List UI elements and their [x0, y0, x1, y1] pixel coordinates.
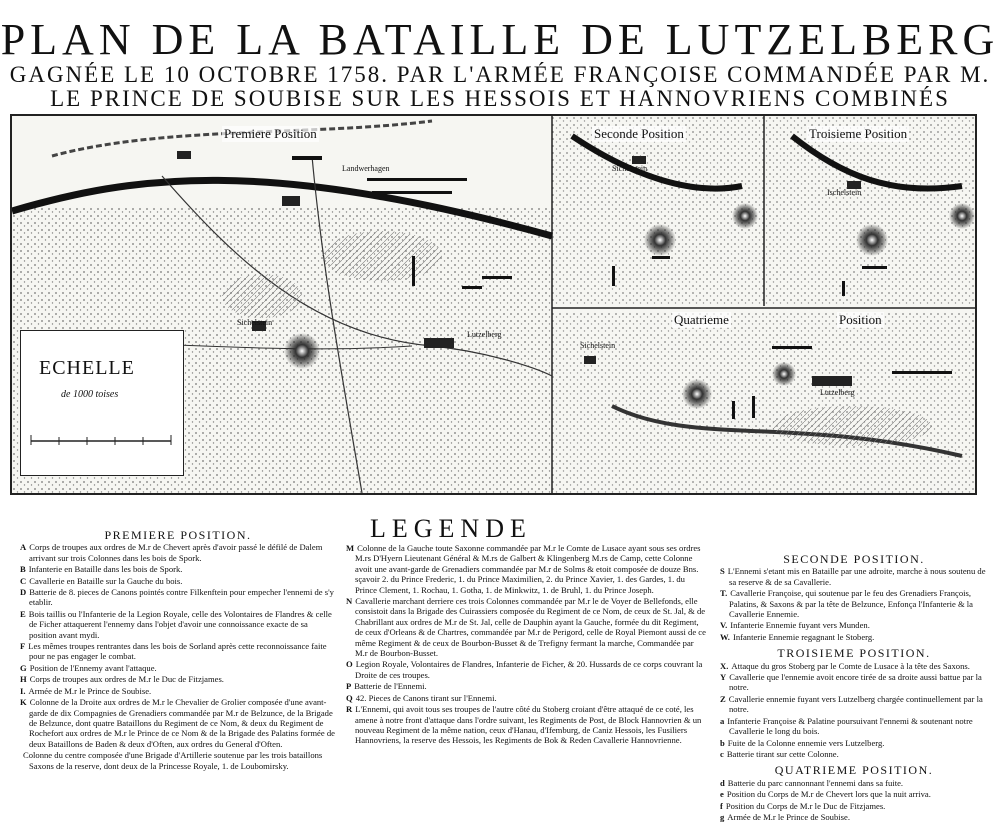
map-title: PLAN DE LA BATAILLE DE LUTZELBERG: [0, 15, 1000, 64]
legend-column-positions: [720, 554, 988, 823]
town-sichelstein-2: Sichelstein: [612, 164, 648, 173]
legend-item: [720, 738, 988, 748]
legend-item-key: f: [720, 800, 723, 811]
legend-item: [720, 694, 988, 715]
legend-item-key: c: [720, 748, 724, 759]
legend-item: [346, 659, 708, 680]
town-lutzelberg-4: Lutzelberg: [820, 388, 855, 397]
legend-item: [346, 693, 708, 703]
legend-heading-troisieme: TROISIEME POSITION.: [777, 646, 931, 661]
legend-item-key: Y: [720, 672, 727, 683]
legend-item-text: Cavallerie ennemie fuyant vers Lutzelberg chargée continuellement par la notre.: [728, 693, 983, 715]
legend-item-key: X.: [720, 660, 729, 671]
legend-item-key: D: [20, 587, 27, 598]
legend-item-text: Legion Royale, Volontaires de Flandres, Infanterie de Ficher, & 20. Hussards de ce corps couvrant la Droite de ces troupes.: [355, 659, 703, 680]
legend-item-key: B: [20, 564, 26, 575]
legend-title: LEGENDE: [370, 514, 532, 543]
legend-item: [720, 716, 988, 737]
legend-item-text: Bois taillis ou l'Infanterie de la Legion Royale, celle des Volontaires de Flandres & celle de Ficher attaquerent l'ennemy dans l'objet d'avoir une connoissance exacte de sa position avant mydi.: [28, 608, 332, 640]
town-lutzelberg: Lutzelberg: [467, 330, 502, 339]
legend-item-key: O: [346, 659, 353, 670]
legend-item-key: C: [20, 575, 27, 586]
legend-item-text: Colonne du centre composée d'une Brigade d'Artillerie soutenue par les trois bataillons Saxons de la reserve, dont deux de la Princesse Royale, 1. de Loubomirsky.: [23, 750, 323, 771]
legend-item-text: Batterie de 8. pieces de Canons pointés contre Filkenftein pour empecher l'ennemi de s'y etablir.: [29, 587, 334, 608]
legend-item: [720, 588, 988, 619]
legend-item-key: E: [20, 608, 26, 619]
legend-item-text: Batterie du parc cannonnant l'ennemi dans sa fuite.: [727, 777, 904, 788]
legend-item-text: Batterie tirant sur cette Colonne.: [726, 748, 839, 759]
legend-item: [720, 789, 988, 799]
legend-item-key: b: [720, 737, 725, 748]
scale-bar: [21, 331, 183, 475]
legend-item: [720, 566, 988, 587]
legend-item: [20, 686, 336, 696]
legend-item: [20, 564, 336, 574]
legend-item-text: Armée de M.r le Prince de Soubise.: [28, 685, 152, 696]
panel-label-quatrieme: Quatrieme: [674, 312, 729, 327]
legend-item-text: Position du Corps de M.r le Duc de Fitzjames.: [725, 800, 886, 811]
town-landwerhagen: Landwerhagen: [342, 164, 390, 173]
legend-item-key: A: [20, 542, 27, 553]
legend-item-text: Cavallerie marchant derriere ces trois Colonnes commandée par M.r le de Voyer de Bellefonds, elle consistoit dans la Brigade des Cuirassiers composée du Regiment de ce Nom, de ceux de St. Jal, & de Chabrillant aux ordres de M.r de St. Jal, celle de Dauphin ayant la Gauche, formée du dit Regiment, de ceux d'Orleans & de Chartres, commandée par M.r de Perigord, celle de Royal Piemont aussi de ce même Regiment & de ceux de Bourbon-Busset & de Trefigny fermant la marche, Commandée par M.r de Bourbon-Busset.: [355, 596, 706, 659]
legend-item: [20, 750, 336, 771]
legend-item: [20, 674, 336, 684]
legend-item-text: Batterie de l'Ennemi.: [354, 681, 427, 692]
legend-item-text: Fuite de la Colonne ennemie vers Lutzelberg.: [727, 737, 885, 748]
legend-item-key: d: [720, 777, 725, 788]
legend-item: [20, 542, 336, 563]
legend-item-key: W.: [720, 631, 730, 642]
legend-item: [720, 812, 988, 822]
legend-column-premiere: [20, 530, 336, 772]
legend-item-text: L'Ennemi, qui avoit tous ses troupes de l'autre côté du Stoberg croiant d'être attaqué de ce coté, les amene à notre front d'attaque dans l'ordre suivant, les Regiments de Post, de Block Hannovrien & un nouveau Regiment de la même nation, ceux d'Hanau, d'Ifemburg, de Caniz Hessois, les Fusiliers Hannovriens, la reserve des Hessois, les Regiments de Bok & Reden Cavallerie Hannovrienne.: [355, 704, 702, 746]
scale-cartouche: [20, 330, 184, 476]
legend-item-key: G: [20, 662, 27, 673]
town-sichelstein-4: Sichelstein: [580, 341, 616, 350]
map-subtitle-line-2: LE PRINCE DE SOUBISE SUR LES HESSOIS ET HANNOVRIENS COMBINÉS: [50, 86, 950, 111]
panel-label-troisieme-position: Troisieme Position: [809, 126, 908, 141]
legend-item-key: K: [20, 697, 27, 708]
legend-item: [720, 672, 988, 693]
legend-heading-premiere: PREMIERE POSITION.: [104, 528, 252, 542]
legend-item-key: Z: [720, 693, 726, 704]
legend-item-text: Attaque du gros Stoberg par le Comte de Lusace à la tête des Saxons.: [731, 660, 970, 671]
town-ischelstein-3: Ischelstein: [827, 188, 862, 197]
legend-item-text: Position de l'Ennemy avant l'attaque.: [29, 662, 157, 673]
legend-item: [20, 641, 336, 662]
legend-heading-seconde: SECONDE POSITION.: [783, 552, 925, 566]
scale-subtitle: de 1000 toises: [61, 389, 119, 400]
legend-item-text: Colonne de la Gauche toute Saxonne commandée par M.r le Comte de Lusace ayant sous ses ordres M.rs D'Hyern Lieutenant Général & M.rs de Galbert & Klingenberg M.rs de Camp, cette Colonne avoit une avant-garde de Grenadiers commandée par M.r de Solms & etoit composée de douze Bns. sçavoir 2. du Prince Frederic, 1. du Prince Maximilien, 2. du Prince Xavier, 1. des Gardes, 1. du Prince Clement, 1. Rochau, 1. Gotha, 1. de Minkwitz, 1. de Bruhl, 1. du Prince Joseph.: [355, 543, 701, 595]
map-subtitle-line-1: GAGNÉE LE 10 OCTOBRE 1758. PAR L'ARMÉE FRANÇOISE COMMANDÉE PAR M.: [9, 62, 991, 87]
legend-item: [720, 749, 988, 759]
panel-label-seconde-position: Seconde Position: [594, 126, 684, 141]
legend-item: [720, 778, 988, 788]
legend-item-text: Armée de M.r le Prince de Soubise.: [727, 811, 850, 822]
legend-item-key: g: [720, 811, 725, 822]
legend-column-middle: [346, 543, 708, 747]
legend-item-key: R: [346, 704, 353, 715]
town-sichelstein: Sichelstein: [237, 318, 273, 327]
legend-item-key: a: [720, 715, 725, 726]
legend-item-text: Corps de troupes aux ordres de M.r de Chevert après d'avoir passé le défilé de Dalem arrivant sur trois Colonnes dans les bois de Spork.: [29, 542, 323, 563]
legend-item-key: N: [346, 596, 353, 607]
legend-item-text: 42. Pieces de Canons tirant sur l'Ennemi.: [355, 692, 497, 703]
legend-item-key: M: [346, 543, 355, 553]
legend-item-key: H: [20, 674, 27, 685]
legend-item: [20, 697, 336, 749]
scale-title: ECHELLE: [39, 357, 135, 379]
legend-item-text: Cavallerie que l'ennemie avoit encore tirée de sa droite aussi battue par la notre.: [729, 672, 982, 693]
panel-label-position: Position: [839, 312, 882, 327]
battle-map: [10, 114, 977, 495]
legend-item: [20, 587, 336, 608]
legend-item-text: Cavallerie en Bataille sur la Gauche du bois.: [29, 575, 183, 586]
legend-item: [20, 576, 336, 586]
legend-item-key: Q: [346, 692, 353, 703]
legend-item: [346, 596, 708, 658]
legend-heading-quatrieme: QUATRIEME POSITION.: [774, 763, 934, 778]
panel-label-premiere-position: Premiere Position: [224, 126, 317, 141]
legend-item-key: F: [20, 641, 26, 652]
legend-item-text: Infanterie Françoise & Palatine poursuivant l'ennemi & soutenant notre Cavallerie le long du bois.: [727, 715, 973, 737]
legend-item: [20, 663, 336, 673]
legend-item-text: Infanterie Ennemie regagnant le Stoberg.: [732, 631, 875, 642]
legend-item-key: V.: [720, 620, 728, 631]
legend-item-text: Corps de troupes aux ordres de M.r le Duc de Fitzjames.: [29, 674, 224, 685]
legend-item-text: Infanterie en Bataille dans les bois de Spork.: [28, 564, 183, 575]
legend-item: [346, 681, 708, 691]
legend-item: [720, 801, 988, 811]
legend-item-key: S: [720, 566, 725, 577]
legend-item-text: Cavallerie Françoise, qui soutenue par le feu des Grenadiers François, Palatins, & Saxons & par la tête de Belzunce, Enfonça l'Infanterie & la Cavallerie Ennemie.: [729, 588, 973, 620]
legend-item-text: Colonne de la Droite aux ordres de M.r le Chevalier de Grolier composée d'une avant-garde de dix Compagnies de Grenadiers commandée par M.r de Belzunce, de la Brigade de Belzunce, dont quatre Bataillons du Regiment de ce Nom, & deux du Regiment de Rochefort aux ordres de M.r le Prince de ce Nom & de la Brigade des Palatins formée de deux Bataillons de Baden & deux d'Often, aux ordres du General d'Often.: [29, 697, 335, 749]
legend-item-key: T.: [720, 588, 728, 599]
legend-item-text: Position du Corps de M.r de Chevert lors que la nuit arriva.: [726, 789, 931, 800]
legend-item-key: P: [346, 681, 352, 692]
legend-item-key: e: [720, 789, 724, 800]
legend-item-text: Infanterie Ennemie fuyant vers Munden.: [730, 620, 870, 631]
legend-item: [346, 543, 708, 595]
legend-item-key: I.: [20, 685, 26, 696]
legend-item-text: L'Ennemi s'etant mis en Bataille par une adroite, marche à nous soutenu de sa reserve & de sa Cavallerie.: [727, 566, 986, 587]
legend-item: [346, 704, 708, 746]
legend-item: [20, 609, 336, 640]
legend-item-text: Les mêmes troupes rentrantes dans les bois de Sorland après cette reconnoissance faite pour ne pas engager le combat.: [28, 641, 327, 662]
legend-item: [720, 632, 988, 642]
legend-item: [720, 661, 988, 671]
legend-item: [720, 620, 988, 630]
